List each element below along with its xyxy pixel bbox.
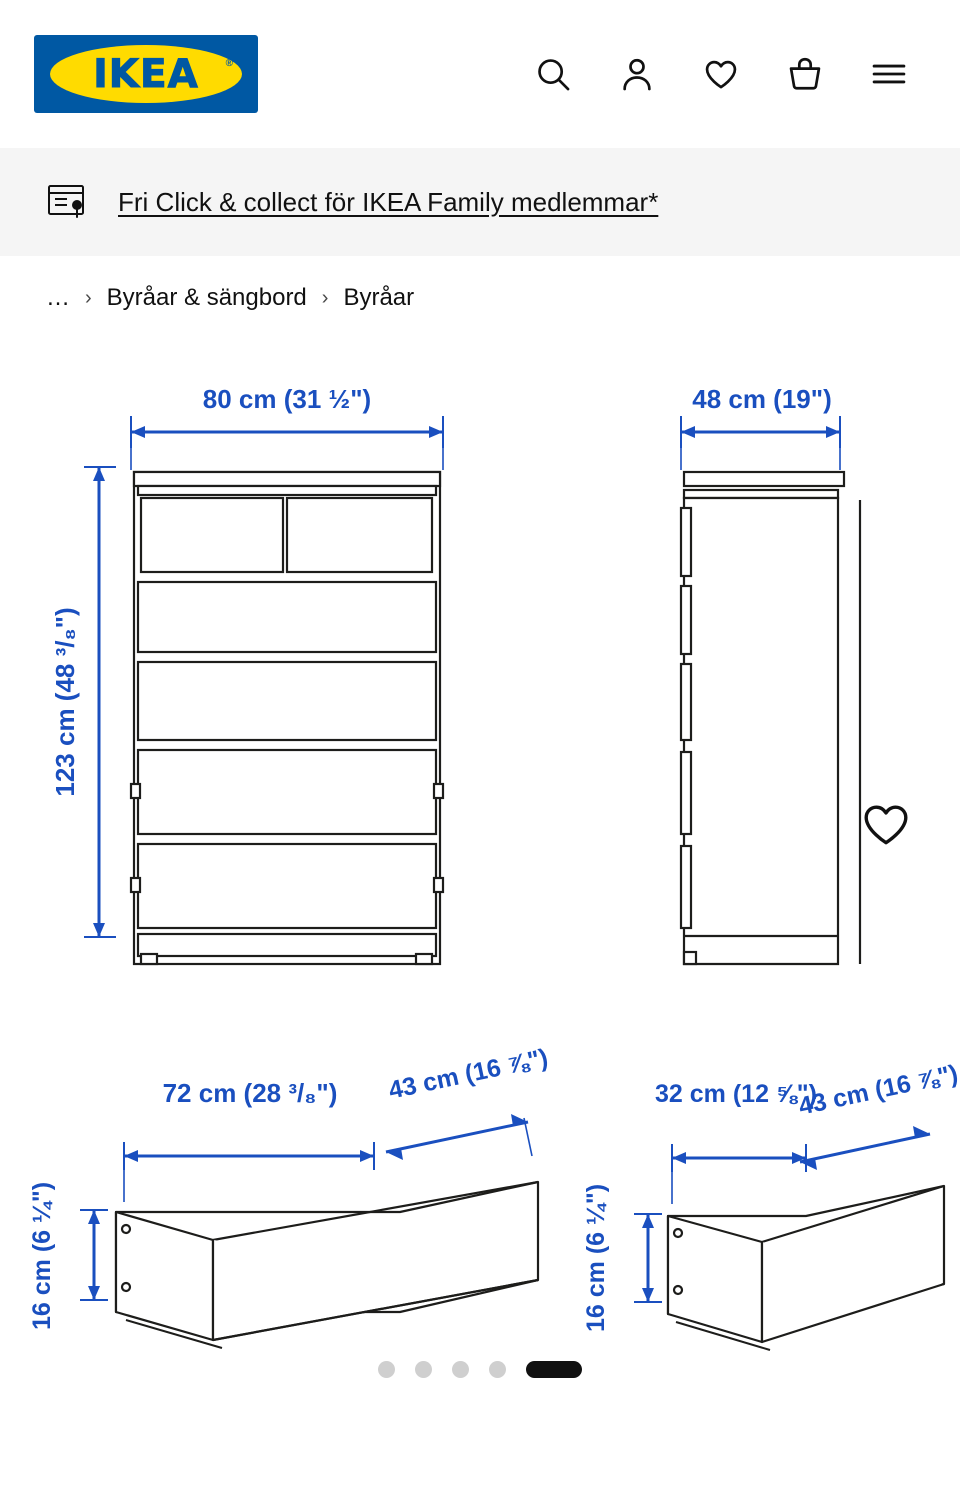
breadcrumb-separator-1: › [321, 286, 329, 309]
menu-icon[interactable] [870, 55, 908, 93]
promo-banner[interactable] [0, 148, 960, 256]
side-depth-label: 48 cm (19") [692, 384, 832, 414]
carousel-dot-1[interactable] [378, 1361, 395, 1378]
large-drawer-height-label: 16 cm (6 ¼") [28, 1181, 56, 1331]
site-header [0, 0, 960, 148]
heart-icon[interactable] [702, 55, 740, 93]
small-drawer-width-label: 32 cm (12 ⅝") [655, 1080, 817, 1108]
heart-outline-icon [859, 797, 913, 851]
large-drawer-width-label: 72 cm (28 ³/₈") [162, 1078, 338, 1108]
breadcrumb-separator-0: › [85, 286, 92, 309]
promo-link[interactable]: Fri Click & collect för IKEA Family medlemmar* [118, 186, 659, 217]
small-drawer-depth-label: 43 cm (16 ⅞") [796, 1059, 960, 1121]
ikea-logo[interactable] [34, 35, 258, 113]
account-icon[interactable] [618, 55, 656, 93]
carousel-dot-5[interactable] [526, 1361, 582, 1378]
small-drawer-height-label: 16 cm (6 ¼") [582, 1183, 610, 1333]
logo-wordmark: IKEA [93, 51, 199, 97]
front-height-label: 123 cm (48 ³/₈") [50, 607, 80, 797]
header-icon-group [534, 55, 908, 93]
breadcrumb-item-1[interactable]: Byråar & sängbord [106, 284, 307, 311]
logo-oval [50, 45, 242, 103]
carousel-dots [0, 1361, 960, 1378]
dimensions-diagram [0, 340, 960, 1380]
click-and-collect-icon [46, 177, 96, 228]
logo-registered-mark: ® [225, 58, 233, 69]
front-width-label: 80 cm (31 ½") [202, 384, 372, 414]
cart-icon[interactable] [786, 55, 824, 93]
carousel-dot-2[interactable] [415, 1361, 432, 1378]
breadcrumb-item-0[interactable]: … [46, 284, 70, 311]
carousel-dot-3[interactable] [452, 1361, 469, 1378]
search-icon[interactable] [534, 55, 572, 93]
breadcrumb-item-2[interactable]: Byråar [343, 284, 415, 311]
carousel-dot-4[interactable] [489, 1361, 506, 1378]
breadcrumb [0, 256, 960, 340]
product-image-carousel[interactable] [0, 340, 960, 1440]
favorite-button[interactable] [857, 795, 915, 853]
large-drawer-depth-label: 43 cm (16 ⅞") [386, 1043, 551, 1105]
